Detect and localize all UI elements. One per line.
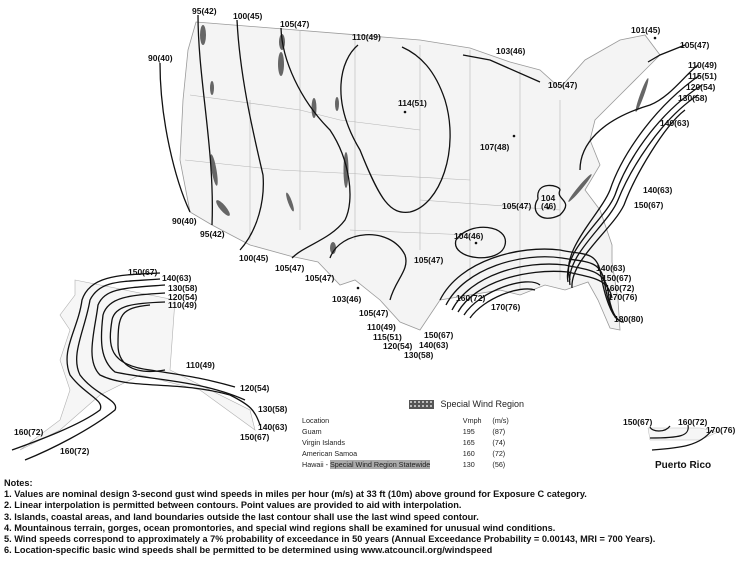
table-row (302, 426, 522, 437)
row-vmph: 165 (462, 438, 475, 447)
contour-label: 140(63) (162, 273, 192, 283)
contour-label: 105(47) (414, 255, 444, 265)
row-vmph: 160 (462, 449, 475, 458)
contour-label: 120(54) (240, 383, 270, 393)
contour-label: 105(47) (359, 308, 389, 318)
row-location (302, 459, 463, 470)
table-row (302, 448, 522, 459)
contour-label: 160(72) (60, 446, 90, 456)
note-item: 3. Islands, coastal areas, and land boundaries outside the last contour shall use the last wind speed contour. (4, 511, 479, 522)
contour-label: 104(46) (454, 231, 484, 241)
hawaii-highlight: Special Wind Region Statewide (329, 460, 431, 469)
contour-label: 160(72) (14, 427, 44, 437)
header-location: Location (302, 416, 330, 425)
contour-label: 130(58) (168, 283, 198, 293)
row-vmph: 195 (462, 427, 475, 436)
contour-label: 160(72) (456, 293, 486, 303)
contour-label: 150(67) (634, 200, 664, 210)
header-vmph: Vmph (462, 416, 482, 425)
note-item: 2. Linear interpolation is permitted between contours. Point values are provided to aid with interpolation. (4, 500, 462, 511)
contour-label: 105(47) (680, 40, 710, 50)
contour-label: 130(58) (678, 93, 708, 103)
row-ms: (74) (492, 438, 506, 447)
contour-label: 110(49) (688, 60, 717, 70)
contour-label: 170(76) (706, 425, 736, 435)
contour-label: 170(76) (608, 292, 638, 302)
contour-label: 130(58) (258, 404, 288, 414)
contour-label: 110(49) (168, 300, 197, 310)
contour-label: 140(63) (596, 263, 626, 273)
contour-label: 120(54) (686, 82, 716, 92)
contour-label: 140(63) (419, 340, 449, 350)
puerto-rico-title: Puerto Rico (655, 460, 712, 471)
contour-label: 95(42) (192, 6, 217, 16)
territory-table (302, 415, 522, 470)
row-location: Virgin Islands (302, 438, 346, 447)
contour-label: 180(80) (614, 314, 644, 324)
contour-label: 110(49) (367, 322, 396, 332)
contour-label: 130(58) (404, 350, 434, 360)
contour-label: 95(42) (200, 229, 225, 239)
note-item: 6. Location-specific basic wind speeds shall be permitted to be determined using www.atcouncil.org/windspeed (4, 545, 493, 556)
contour-label: 107(48) (480, 142, 510, 152)
row-ms: (87) (492, 427, 506, 436)
table-row (302, 437, 522, 448)
contour-label: 150(67) (623, 417, 653, 427)
table-row-hawaii (302, 459, 522, 470)
contour-label: 105(47) (502, 201, 532, 211)
special-wind-region-key (409, 399, 524, 409)
contour-label: 110(49) (352, 32, 381, 42)
special-wind-region-label: Special Wind Region (440, 399, 525, 409)
contour-label: (46) (541, 201, 557, 211)
note-item: 1. Values are nominal design 3-second gust wind speeds in miles per hour (m/s) at 33 ft (10m) above ground for Exposure C category. (4, 489, 587, 500)
header-ms: (m/s) (492, 416, 509, 425)
alaska-outline (20, 280, 255, 450)
contour-label: 90(40) (148, 53, 173, 63)
contour-label: 104 (541, 193, 556, 203)
contour-label: 140(63) (258, 422, 288, 432)
contour-label: 100(45) (233, 11, 263, 21)
row-ms: (72) (492, 449, 506, 458)
contour-label: 140(63) (643, 185, 673, 195)
contour-label: 90(40) (172, 216, 197, 226)
row-location: American Samoa (302, 449, 358, 458)
contour-label: 115(51) (688, 71, 717, 81)
contour-label: 100(45) (239, 253, 269, 263)
row-ms: (56) (492, 460, 506, 469)
contour-label: 120(54) (168, 292, 198, 302)
contour-label: 170(76) (491, 302, 521, 312)
contour-label: 103(46) (496, 46, 526, 56)
contour-label: 160(72) (678, 417, 708, 427)
contour-label: 105(47) (305, 273, 335, 283)
row-location: Guam (302, 427, 322, 436)
contour-label: 103(46) (332, 294, 362, 304)
contour-label: 120(54) (383, 341, 413, 351)
contour-label: 114(51) (398, 98, 427, 108)
hawaii-prefix: Hawaii - (302, 460, 330, 469)
row-vmph: 130 (462, 460, 475, 469)
hatched-swatch-icon (409, 400, 434, 409)
contour-label: 140(63) (660, 118, 690, 128)
notes (4, 478, 655, 556)
notes-title: Notes: (4, 478, 33, 488)
contour-label: 105(47) (275, 263, 305, 273)
contour-label: 150(67) (128, 267, 158, 277)
contour-label: 115(51) (373, 332, 402, 342)
table-header (302, 415, 522, 426)
note-item: 4. Mountainous terrain, gorges, ocean promontories, and special wind regions shall be examined for unusual wind conditions. (4, 522, 556, 533)
contour-label: 160(72) (605, 283, 635, 293)
contour-label: 150(67) (424, 330, 454, 340)
contour-label: 105(47) (548, 80, 578, 90)
note-item: 5. Wind speeds correspond to approximately a 7% probability of exceedance in 50 years (Annual Exceedance Probability = 0.00143, MRI = 700 Years). (4, 534, 656, 545)
contour-label: 150(67) (240, 432, 270, 442)
contour-label: 150(67) (602, 273, 632, 283)
contour-label: 110(49) (186, 360, 215, 370)
contour-label: 105(47) (280, 19, 310, 29)
contour-label: 101(45) (631, 25, 661, 35)
